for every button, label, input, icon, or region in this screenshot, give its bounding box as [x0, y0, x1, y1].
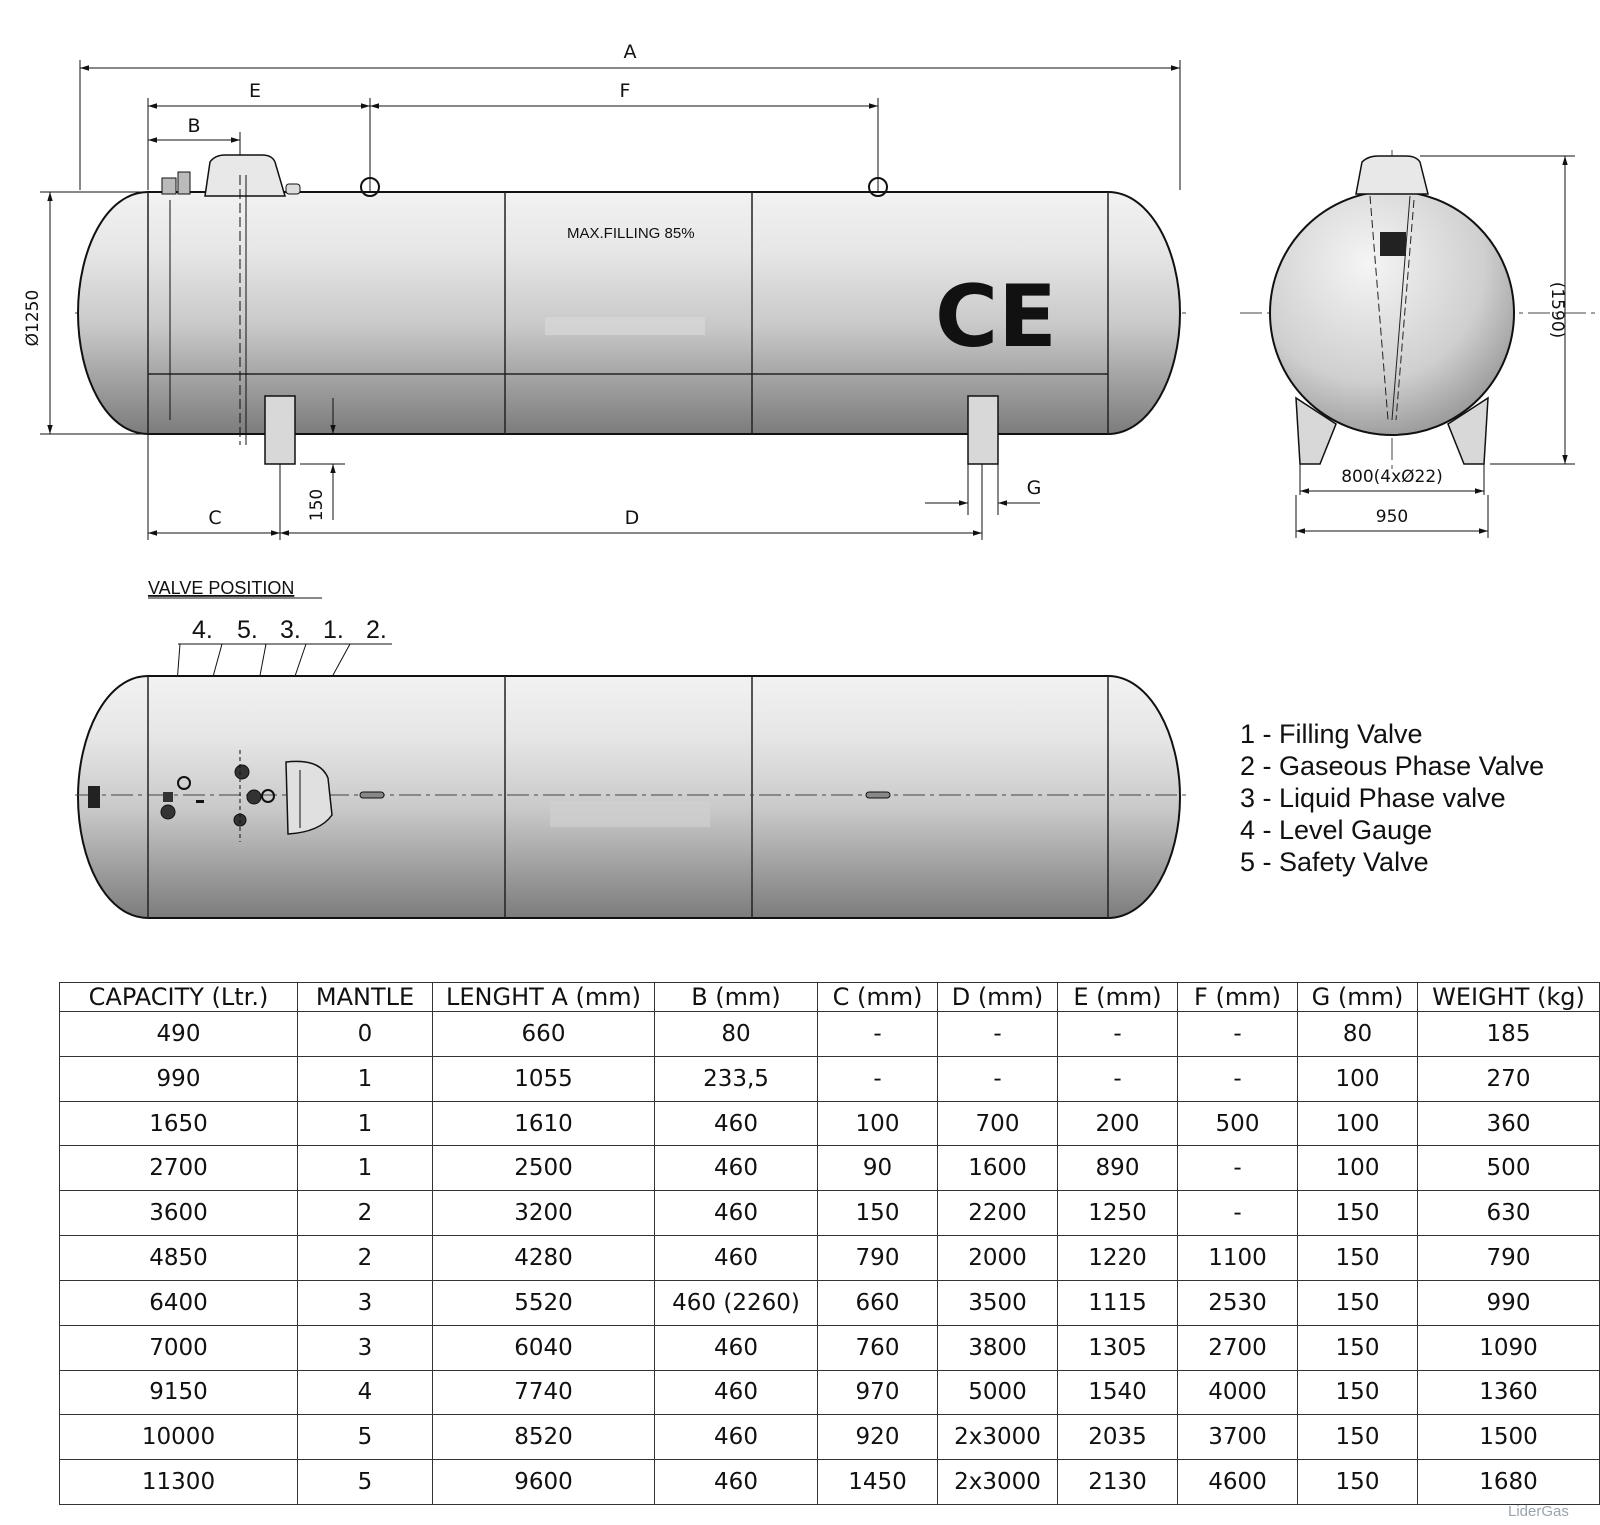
table-cell: 150: [1298, 1460, 1418, 1505]
table-cell: 2700: [1178, 1325, 1298, 1370]
table-row: [60, 1191, 1600, 1236]
table-cell: 790: [818, 1236, 938, 1281]
table-cell: 150: [1298, 1191, 1418, 1236]
table-cell: 270: [1418, 1056, 1600, 1101]
table-cell: 80: [655, 1012, 818, 1057]
table-cell: 460: [655, 1460, 818, 1505]
col-header-mantle: MANTLE: [298, 983, 433, 1012]
table-row: [60, 1012, 1600, 1057]
dim-label-height: (1590): [1547, 281, 1567, 339]
dim-label-base-holes: 800(4xØ22): [1341, 467, 1443, 487]
table-cell: -: [1058, 1056, 1178, 1101]
table-cell: 100: [1298, 1146, 1418, 1191]
table-row: [60, 1056, 1600, 1101]
table-cell: 890: [1058, 1146, 1178, 1191]
table-cell: 100: [818, 1101, 938, 1146]
dim-label-leg-height: 150: [307, 488, 327, 522]
level-gauge-mark: [161, 805, 175, 819]
table-cell: 1500: [1418, 1415, 1600, 1460]
table-cell: -: [938, 1012, 1058, 1057]
table-cell: 150: [1298, 1370, 1418, 1415]
table-cell: 9150: [60, 1370, 298, 1415]
watermark: LiderGas: [1508, 1503, 1569, 1520]
table-cell: 100: [1298, 1056, 1418, 1101]
table-cell: 150: [818, 1191, 938, 1236]
table-row: [60, 1146, 1600, 1191]
table-cell: 0: [298, 1012, 433, 1057]
table-cell: 2200: [938, 1191, 1058, 1236]
table-cell: 2000: [938, 1236, 1058, 1281]
table-row: [60, 1280, 1600, 1325]
col-header-f: F (mm): [1178, 983, 1298, 1012]
table-cell: 500: [1418, 1146, 1600, 1191]
dim-label-e: E: [248, 80, 262, 102]
table-cell: 150: [1298, 1415, 1418, 1460]
table-cell: 2: [298, 1191, 433, 1236]
table-cell: 4850: [60, 1236, 298, 1281]
table-cell: 5: [298, 1460, 433, 1505]
table-cell: 1650: [60, 1101, 298, 1146]
table-cell: 1360: [1418, 1370, 1600, 1415]
valve-number-2: 2.: [366, 616, 387, 644]
legend-item-level-gauge: 4 - Level Gauge: [1240, 815, 1433, 845]
table-cell: 3800: [938, 1325, 1058, 1370]
table-cell: 2500: [433, 1146, 655, 1191]
tank-end-view: [1270, 191, 1514, 435]
table-cell: -: [818, 1056, 938, 1101]
filling-valve-mark: [247, 790, 261, 804]
ce-mark: CE: [935, 267, 1057, 367]
table-cell: 460: [655, 1325, 818, 1370]
table-cell: 790: [1418, 1236, 1600, 1281]
table-cell: 760: [818, 1325, 938, 1370]
table-cell: -: [1178, 1146, 1298, 1191]
legend-item-liquid-phase-valve: 3 - Liquid Phase valve: [1240, 783, 1506, 813]
table-cell: 2530: [1178, 1280, 1298, 1325]
valve-legend: [1240, 718, 1544, 878]
table-cell: -: [1058, 1012, 1178, 1057]
leg-left: [265, 396, 295, 464]
table-cell: 150: [1298, 1280, 1418, 1325]
valve-number-3: 3.: [280, 616, 301, 644]
table-cell: 100: [1298, 1101, 1418, 1146]
table-cell: 9600: [433, 1460, 655, 1505]
valve-number-1: 1.: [323, 616, 344, 644]
table-cell: 5: [298, 1415, 433, 1460]
leg-right: [968, 396, 998, 464]
table-cell: 5000: [938, 1370, 1058, 1415]
specification-table: [59, 982, 1600, 1505]
table-cell: 5520: [433, 1280, 655, 1325]
table-row: [60, 1415, 1600, 1460]
dim-label-c: C: [208, 507, 222, 529]
valve-dome: [205, 155, 285, 196]
front-view: [23, 41, 1190, 540]
table-cell: 990: [1418, 1280, 1600, 1325]
table-cell: 460: [655, 1370, 818, 1415]
table-cell: 1100: [1178, 1236, 1298, 1281]
table-cell: 990: [60, 1056, 298, 1101]
table-cell: 970: [818, 1370, 938, 1415]
dim-label-g: G: [1026, 477, 1042, 499]
table-cell: 8520: [433, 1415, 655, 1460]
table-cell: -: [818, 1012, 938, 1057]
table-cell: 2: [298, 1236, 433, 1281]
table-cell: 1305: [1058, 1325, 1178, 1370]
table-body: [60, 1012, 1600, 1505]
table-cell: 3: [298, 1325, 433, 1370]
table-cell: 630: [1418, 1191, 1600, 1236]
table-cell: 500: [1178, 1101, 1298, 1146]
table-cell: 4000: [1178, 1370, 1298, 1415]
table-cell: 1680: [1418, 1460, 1600, 1505]
col-header-g: G (mm): [1298, 983, 1418, 1012]
liquid-phase-valve-mark: [235, 765, 249, 779]
legend-item-safety-valve: 5 - Safety Valve: [1240, 847, 1429, 877]
table-cell: 1250: [1058, 1191, 1178, 1236]
valve-number-4: 4.: [192, 616, 213, 644]
table-cell: 1450: [818, 1460, 938, 1505]
col-header-length-a: LENGHT A (mm): [433, 983, 655, 1012]
table-cell: 2130: [1058, 1460, 1178, 1505]
table-cell: 1540: [1058, 1370, 1178, 1415]
table-cell: -: [1178, 1056, 1298, 1101]
table-cell: 6040: [433, 1325, 655, 1370]
top-view-dome: [286, 761, 332, 834]
table-cell: 10000: [60, 1415, 298, 1460]
table-cell: 1220: [1058, 1236, 1178, 1281]
end-view-dome: [1356, 156, 1428, 194]
col-header-weight: WEIGHT (kg): [1418, 983, 1600, 1012]
table-cell: 1: [298, 1056, 433, 1101]
table-cell: 1600: [938, 1146, 1058, 1191]
table-cell: 2x3000: [938, 1415, 1058, 1460]
table-row: [60, 1101, 1600, 1146]
table-cell: -: [1178, 1191, 1298, 1236]
table-cell: 4280: [433, 1236, 655, 1281]
table-cell: 4600: [1178, 1460, 1298, 1505]
table-cell: 2035: [1058, 1415, 1178, 1460]
table-cell: 460: [655, 1101, 818, 1146]
col-header-d: D (mm): [938, 983, 1058, 1012]
table-cell: 3: [298, 1280, 433, 1325]
table-cell: 1090: [1418, 1325, 1600, 1370]
table-cell: 1610: [433, 1101, 655, 1146]
table-cell: 233,5: [655, 1056, 818, 1101]
dim-label-b: B: [187, 115, 201, 137]
table-header-row: [60, 983, 1600, 1012]
table-cell: 2x3000: [938, 1460, 1058, 1505]
table-cell: -: [1178, 1012, 1298, 1057]
tank-top-view: [78, 676, 1180, 918]
table-cell: 490: [60, 1012, 298, 1057]
table-row: [60, 1325, 1600, 1370]
legend-item-filling-valve: 1 - Filling Valve: [1240, 719, 1423, 749]
table-cell: 80: [1298, 1012, 1418, 1057]
valve-position-title: VALVE POSITION: [148, 578, 295, 598]
dim-label-base-width: 950: [1375, 507, 1409, 527]
table-cell: 200: [1058, 1101, 1178, 1146]
side-view: [1240, 150, 1595, 538]
table-cell: 3500: [938, 1280, 1058, 1325]
max-filling-label: MAX.FILLING 85%: [567, 225, 695, 242]
table-cell: 3200: [433, 1191, 655, 1236]
dim-label-f: F: [619, 80, 631, 102]
table-row: [60, 1236, 1600, 1281]
col-header-capacity: CAPACITY (Ltr.): [60, 983, 298, 1012]
table-cell: 460: [655, 1191, 818, 1236]
table-cell: 7740: [433, 1370, 655, 1415]
table-cell: 1: [298, 1146, 433, 1191]
dim-label-diameter: Ø1250: [23, 289, 43, 347]
table-cell: 2700: [60, 1146, 298, 1191]
table-cell: 4: [298, 1370, 433, 1415]
table-cell: 1115: [1058, 1280, 1178, 1325]
table-cell: 460: [655, 1146, 818, 1191]
table-cell: 1055: [433, 1056, 655, 1101]
table-cell: 460 (2260): [655, 1280, 818, 1325]
table-cell: 150: [1298, 1236, 1418, 1281]
table-cell: 185: [1418, 1012, 1600, 1057]
table-cell: 1: [298, 1101, 433, 1146]
col-header-b: B (mm): [655, 983, 818, 1012]
dim-label-d: D: [624, 507, 640, 529]
legend-item-gaseous-phase-valve: 2 - Gaseous Phase Valve: [1240, 751, 1545, 781]
table-row: [60, 1370, 1600, 1415]
table-cell: 90: [818, 1146, 938, 1191]
table-cell: 7000: [60, 1325, 298, 1370]
table-cell: 6400: [60, 1280, 298, 1325]
table-cell: 150: [1298, 1325, 1418, 1370]
col-header-c: C (mm): [818, 983, 938, 1012]
valve-position-view: [75, 578, 1190, 918]
table-cell: 3700: [1178, 1415, 1298, 1460]
table-cell: 360: [1418, 1101, 1600, 1146]
table-cell: 700: [938, 1101, 1058, 1146]
table-cell: -: [938, 1056, 1058, 1101]
col-header-e: E (mm): [1058, 983, 1178, 1012]
table-cell: 660: [818, 1280, 938, 1325]
table-cell: 460: [655, 1415, 818, 1460]
table-cell: 11300: [60, 1460, 298, 1505]
table-row: [60, 1460, 1600, 1505]
table-cell: 920: [818, 1415, 938, 1460]
table-cell: 3600: [60, 1191, 298, 1236]
dim-label-a: A: [623, 41, 637, 63]
valve-number-5: 5.: [237, 616, 258, 644]
table-cell: 660: [433, 1012, 655, 1057]
table-cell: 460: [655, 1236, 818, 1281]
